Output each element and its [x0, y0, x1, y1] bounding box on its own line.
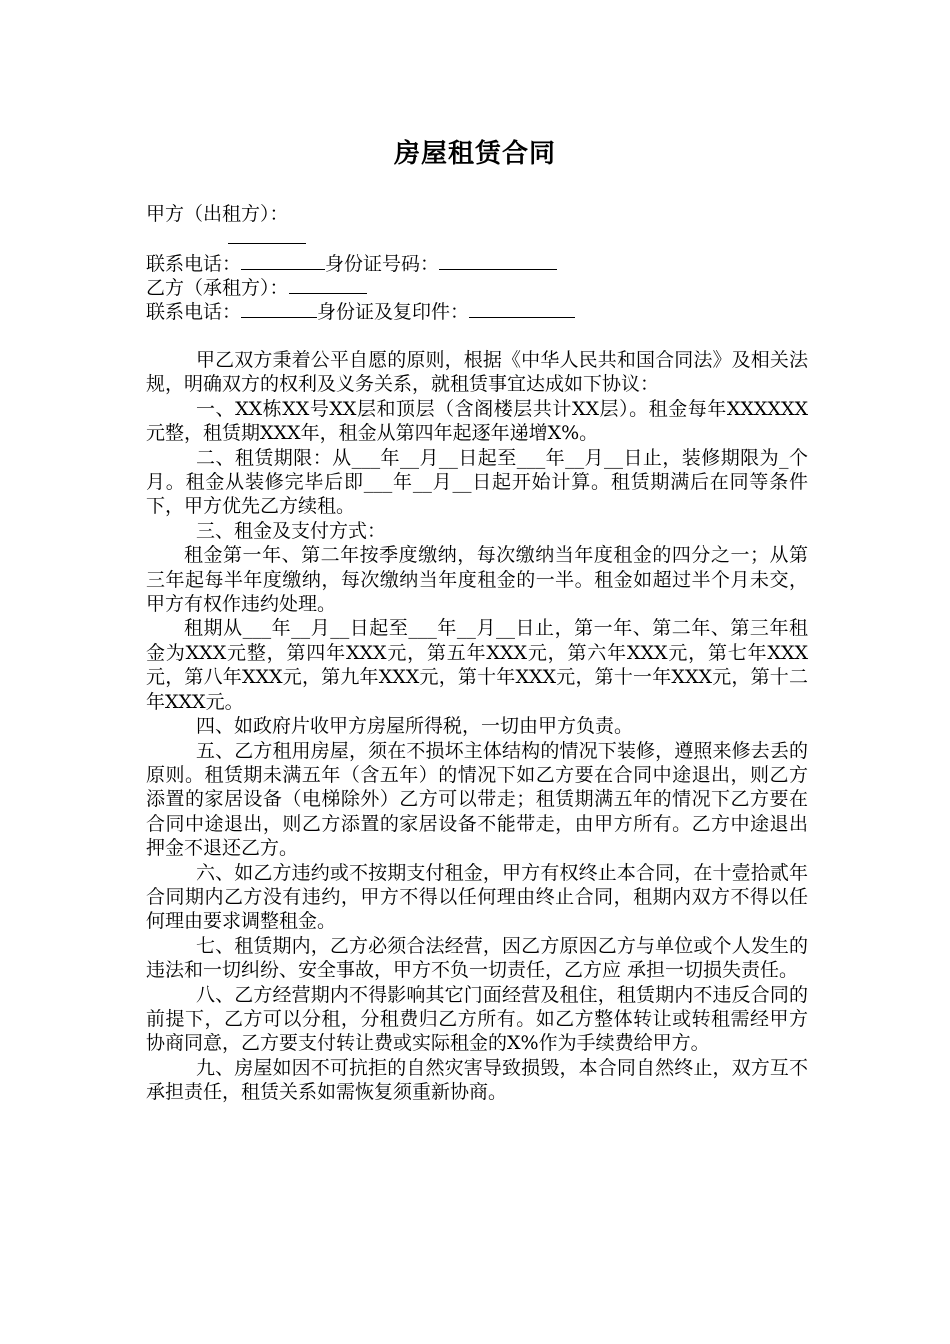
party-a-blank-line: [146, 225, 826, 250]
paragraph-payment-terms: 租金第一年、第二年按季度缴纳，每次缴纳当年度租金的四分之一；从第三年起每半年度缴纳，每次缴纳当年度租金的一半。租金如超过半个月未交，甲方有权作违约处理。: [146, 544, 808, 616]
paragraph-clause-3: 三、租金及支付方式：: [196, 519, 387, 542]
id-label-2: 身份证及复印件：: [317, 301, 470, 323]
party-b-line: [146, 275, 826, 300]
paragraph-clause-5: 五、乙方租用房屋，须在不损坏主体结构的情况下装修，遵照来修去丢的原则。租赁期未满五年（含五年）的情况下如乙方要在合同中途退出，则乙方添置的家居设备（电梯除外）乙方可以带走；租赁期满五年的情况下乙方要在合同中途退出，则乙方添置的家居设备不能带走，由甲方所有。乙方中途退出押金不退还乙方。: [146, 739, 808, 860]
paragraph-clause-6: 六、如乙方违约或不按期支付租金，甲方有权终止本合同，在十壹拾贰年合同期内乙方没有违约，甲方不得以任何理由终止合同，租期内双方不得以任何理由要求调整租金。: [146, 861, 808, 933]
contract-body: [146, 348, 808, 1105]
phone-line-1: [146, 251, 826, 276]
document-title: 房屋租赁合同: [393, 139, 556, 169]
id-blank-1: [439, 251, 557, 270]
paragraph-clause-7: 七、租赁期内，乙方必须合法经营，因乙方原因乙方与单位或个人发生的违法和一切纠纷、安全事故，甲方不负一切责任，乙方应 承担一切损失责任。: [146, 934, 808, 982]
party-b-label: 乙方（承租方）：: [146, 277, 289, 299]
id-label-1: 身份证号码：: [325, 253, 440, 275]
paragraph-rent-schedule: 租期从___年__月__日起至___年__月__日止，第一年、第二年、第三年租金为XXX元整，第四年XXX元，第五年XXX元，第六年XXX元，第七年XXX元，第八年XXX元，第九年XXX元，第十年XXX元，第十一年XXX元，第十二年XXX元。: [146, 617, 808, 713]
paragraph-preamble: 甲乙双方秉着公平自愿的原则，根据《中华人民共和国合同法》及相关法规，明确双方的权利及义务关系，就租赁事宜达成如下协议：: [146, 349, 808, 396]
phone-blank-1: [241, 251, 325, 270]
paragraph-clause-8: 八、乙方经营期内不得影响其它门面经营及租住，租赁期内不违反合同的前提下，乙方可以分租，分租费归乙方所有。如乙方整体转让或转租需经甲方协商同意，乙方要支付转让费或实际租金的X%作为手续费给甲方。: [146, 983, 808, 1055]
party-a-name-blank: [228, 225, 306, 244]
party-a-line: [146, 202, 826, 226]
paragraph-clause-2: 二、租赁期限：从___年__月__日起至___年__月__日止，装修期限为_个月。租金从装修完毕后即___年__月__日起开始计算。租赁期满后在同等条件下，甲方优先乙方续租。: [146, 446, 808, 518]
phone-blank-2: [241, 299, 317, 318]
paragraph-clause-1: 一、XX栋XX号XX层和顶层（含阁楼层共计XX层）。租金每年XXXXXX元整，租赁期XXX年，租金从第四年起逐年递增X%。: [146, 397, 808, 445]
paragraph-clause-4: 四、如政府片收甲方房屋所得税，一切由甲方负责。: [196, 715, 634, 738]
paragraph-clause-9: 九、房屋如因不可抗拒的自然灾害导致损毁，本合同自然终止，双方互不承担责任，租赁关系如需恢复须重新协商。: [146, 1056, 808, 1104]
party-a-label: 甲方（出租方）：: [146, 203, 289, 225]
phone-label-1: 联系电话：: [146, 253, 242, 275]
id-blank-2: [469, 299, 575, 318]
phone-line-2: [146, 299, 826, 324]
party-b-name-blank: [289, 275, 367, 294]
phone-label-2: 联系电话：: [146, 301, 242, 323]
